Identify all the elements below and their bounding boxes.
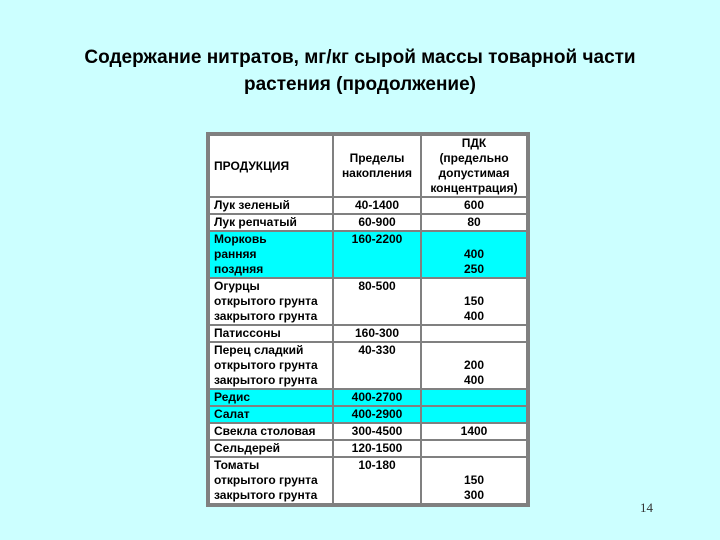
cell-line: 400	[463, 373, 485, 387]
cell-line: открытого грунта	[214, 294, 318, 308]
cell-line	[338, 309, 416, 324]
cell-product	[210, 458, 332, 503]
table-header-row	[210, 136, 526, 196]
cell-line: Лук репчатый	[214, 215, 297, 229]
cell-pdk	[422, 424, 526, 439]
cell-line: поздняя	[214, 262, 264, 276]
cell-line	[338, 262, 416, 277]
cell-line: 400	[463, 247, 485, 261]
slide-title-line1: Содержание нитратов, мг/кг сырой массы товарной части	[84, 47, 636, 68]
cell-pdk	[422, 326, 526, 341]
cell-pdk	[422, 458, 526, 503]
cell-line	[338, 473, 416, 488]
cell-line: Салат	[214, 407, 250, 421]
cell-pdk	[422, 198, 526, 213]
cell-line: 400	[463, 309, 485, 323]
cell-limits	[334, 215, 420, 230]
cell-limits	[334, 326, 420, 341]
cell-product	[210, 343, 332, 388]
nitrate-table	[208, 134, 528, 505]
cell-line	[426, 232, 522, 247]
cell-line: 120-1500	[351, 441, 403, 455]
cell-line: открытого грунта	[214, 358, 318, 372]
cell-product	[210, 441, 332, 456]
header-limits: Пределы накопления	[334, 136, 420, 196]
cell-pdk	[422, 343, 526, 388]
header-pdk: ПДК (предельно допустимая концентрация)	[422, 136, 526, 196]
cell-pdk	[422, 390, 526, 405]
table-row	[210, 390, 526, 405]
cell-line: 80	[467, 215, 481, 229]
cell-limits	[334, 198, 420, 213]
cell-line	[338, 358, 416, 373]
cell-line: 150	[463, 473, 485, 487]
cell-line: ранняя	[214, 247, 257, 261]
cell-line: 40-1400	[354, 198, 400, 212]
cell-line	[338, 488, 416, 503]
cell-line	[426, 390, 522, 405]
cell-line: 300	[463, 488, 485, 502]
cell-product	[210, 407, 332, 422]
cell-limits	[334, 424, 420, 439]
cell-line	[426, 458, 522, 473]
cell-line: 300-4500	[351, 424, 403, 438]
table-row	[210, 407, 526, 422]
cell-line: 160-300	[354, 326, 400, 340]
cell-product	[210, 198, 332, 213]
cell-line: Свекла столовая	[214, 424, 316, 438]
cell-product	[210, 326, 332, 341]
cell-line	[426, 441, 522, 456]
cell-limits	[334, 407, 420, 422]
cell-product	[210, 390, 332, 405]
cell-line: 80-500	[358, 279, 396, 293]
table-row	[210, 326, 526, 341]
table-row	[210, 458, 526, 503]
cell-line: 600	[463, 198, 485, 212]
cell-line: 250	[463, 262, 485, 276]
cell-line: 400-2700	[351, 390, 403, 404]
table-body	[210, 198, 526, 503]
cell-line: 10-180	[358, 458, 396, 472]
cell-line: открытого грунта	[214, 473, 318, 487]
cell-limits	[334, 458, 420, 503]
cell-limits	[334, 343, 420, 388]
cell-line: Патиссоны	[214, 326, 281, 340]
table-row	[210, 198, 526, 213]
slide-title-line2: растения (продолжение)	[244, 74, 476, 95]
page-number: 14	[640, 500, 653, 515]
cell-product	[210, 279, 332, 324]
cell-line: закрытого грунта	[214, 488, 318, 502]
header-product: ПРОДУКЦИЯ	[210, 136, 332, 196]
cell-line: Перец сладкий	[214, 343, 304, 357]
cell-limits	[334, 232, 420, 277]
table-row	[210, 441, 526, 456]
cell-line	[338, 247, 416, 262]
cell-line: Лук зеленый	[214, 198, 290, 212]
cell-line: Морковь	[214, 232, 267, 246]
cell-line: 400-2900	[351, 407, 403, 421]
table-row	[210, 279, 526, 324]
cell-pdk	[422, 215, 526, 230]
cell-line: Редис	[214, 390, 251, 404]
cell-limits	[334, 441, 420, 456]
cell-line	[426, 343, 522, 358]
cell-line: 40-330	[358, 343, 396, 357]
cell-line: закрытого грунта	[214, 373, 318, 387]
cell-product	[210, 215, 332, 230]
cell-pdk	[422, 407, 526, 422]
cell-line: Огурцы	[214, 279, 260, 293]
cell-line: 60-900	[358, 215, 396, 229]
cell-line: 200	[463, 358, 485, 372]
cell-line	[338, 373, 416, 388]
cell-line	[338, 294, 416, 309]
cell-limits	[334, 390, 420, 405]
cell-line	[426, 279, 522, 294]
cell-line: закрытого грунта	[214, 309, 318, 323]
table-row	[210, 343, 526, 388]
cell-pdk	[422, 279, 526, 324]
cell-line: 150	[463, 294, 485, 308]
cell-pdk	[422, 232, 526, 277]
cell-limits	[334, 279, 420, 324]
cell-product	[210, 232, 332, 277]
nitrate-table-frame	[206, 132, 530, 507]
cell-pdk	[422, 441, 526, 456]
slide-title	[40, 44, 680, 98]
cell-line: 160-2200	[351, 232, 403, 246]
table-row	[210, 215, 526, 230]
table-row	[210, 424, 526, 439]
cell-product	[210, 424, 332, 439]
cell-line: Томаты	[214, 458, 260, 472]
cell-line	[426, 326, 522, 341]
cell-line	[426, 407, 522, 422]
table-row	[210, 232, 526, 277]
cell-line: Сельдерей	[214, 441, 281, 455]
cell-line: 1400	[460, 424, 488, 438]
